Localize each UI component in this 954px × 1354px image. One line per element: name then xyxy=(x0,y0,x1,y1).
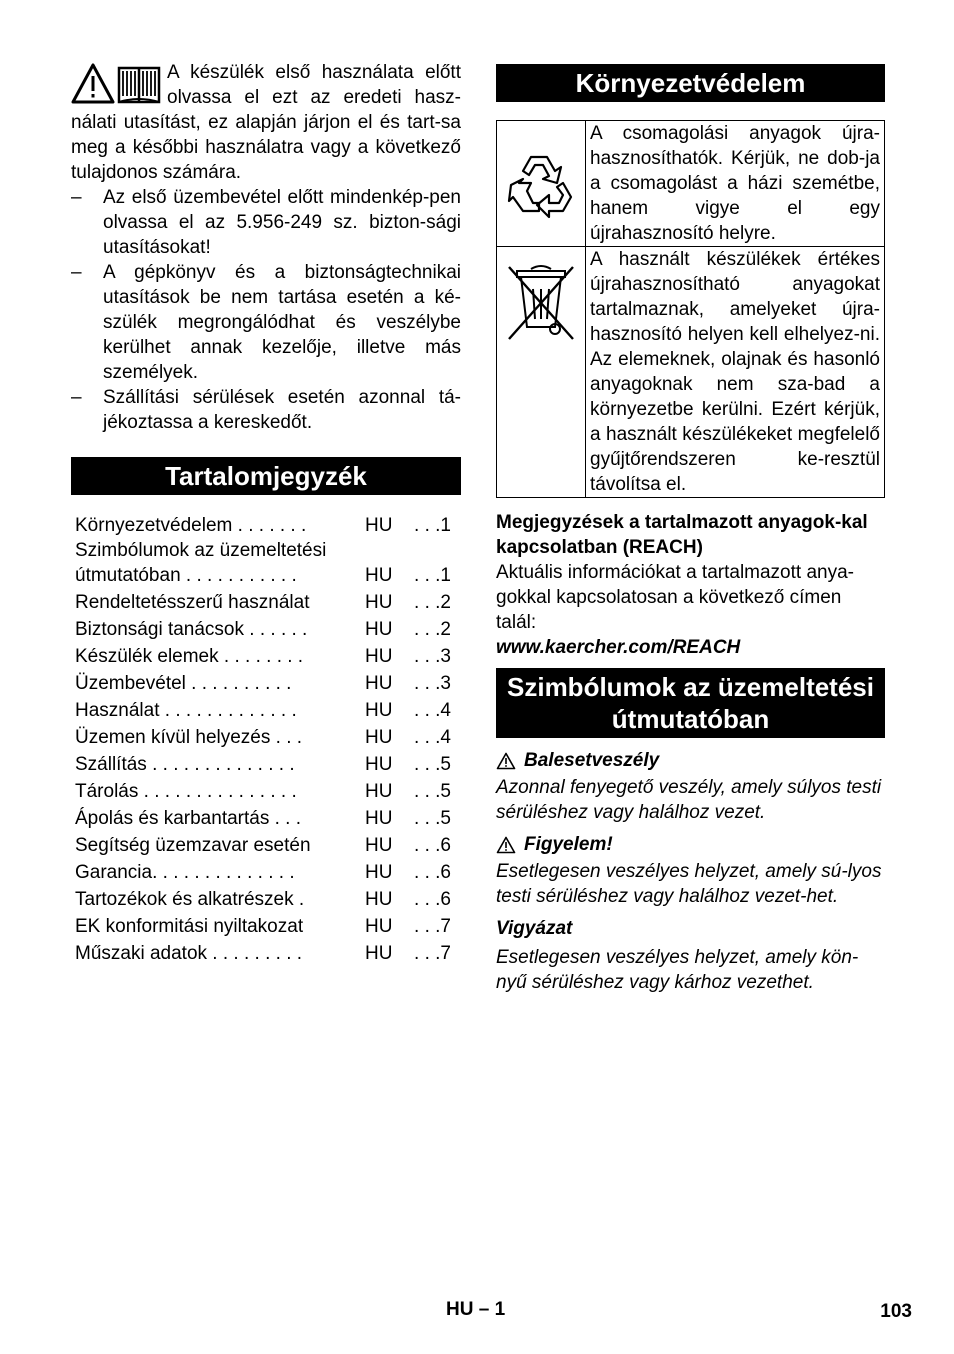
env-text-cell: A használt készülékek értékes újrahasznosítható anyagokat tartalmaznak, amelyeket újra-hasznosító helyen kell elhelyez-ni. Az elemeknek, olajnak és hasonló anyagoknak nem sza-bad a környezetbe kerülni. Ezért kérjük, a használt készülékeket megfelelő gyűjtőrendszeren ke-resztül távolítsa el. xyxy=(586,247,885,498)
toc-entry-page: . . .5 xyxy=(414,781,451,802)
list-item: – Szállítási sérülések esetén azonnal tá-jékoztassa a kereskedőt. xyxy=(71,385,461,435)
table-row xyxy=(71,858,461,885)
warning-triangle-icon xyxy=(496,752,516,770)
toc-entry-page xyxy=(407,538,461,563)
symbols-title-line1: Szimbólumok az üzemeltetési xyxy=(507,672,874,702)
toc-entry-lang: HU xyxy=(365,515,393,536)
toc-entry-lang: HU xyxy=(365,781,393,802)
reach-url: www.kaercher.com/REACH xyxy=(496,637,741,658)
toc-entry-lang: HU xyxy=(365,646,393,667)
table-row xyxy=(71,831,461,858)
toc-entry-title: Használat . . . . . . . . . . . . . xyxy=(75,700,297,721)
toc-entry-page: . . .6 xyxy=(414,889,451,910)
toc-entry-title: Rendeltetésszerű használat xyxy=(75,592,310,613)
toc-entry-title: Környezetvédelem . . . . . . . xyxy=(75,515,307,536)
toc-entry-page: . . .2 xyxy=(414,619,451,640)
crossed-bin-icon xyxy=(503,261,579,345)
symbol-label: Vigyázat xyxy=(496,918,573,939)
table-row xyxy=(71,885,461,912)
table-row xyxy=(71,642,461,669)
toc-entry-lang: HU xyxy=(365,916,393,937)
toc-entry-page: . . .6 xyxy=(414,862,451,883)
toc-entry-title: Biztonsági tanácsok . . . . . . xyxy=(75,619,308,640)
symbol-item-caution xyxy=(496,916,885,995)
toc-entry-title: útmutatóban . . . . . . . . . . . xyxy=(75,565,297,586)
toc-entry-page: . . .3 xyxy=(414,646,451,667)
toc-entry-page: . . .3 xyxy=(414,673,451,694)
table-row xyxy=(71,804,461,831)
toc-entry-lang: HU xyxy=(365,889,393,910)
symbol-heading xyxy=(496,832,885,857)
list-item: – Az első üzembevétel előtt mindenkép-pen olvassa el az 5.956-249 sz. bizton-sági utasításokat! xyxy=(71,185,461,260)
toc-entry-title: Műszaki adatok . . . . . . . . . xyxy=(75,943,303,964)
symbol-label: Figyelem! xyxy=(524,834,613,855)
table-row xyxy=(71,912,461,939)
toc-entry-lang: HU xyxy=(365,673,393,694)
symbol-heading xyxy=(496,748,885,773)
toc-table xyxy=(71,511,461,966)
toc-entry-lang: HU xyxy=(365,862,393,883)
table-row xyxy=(71,939,461,966)
toc-entry-page: . . .4 xyxy=(414,700,451,721)
intro-text: A készülék első használata előtt olvassa el ezt az eredeti hasz-nálati utasítást, ez alapján járjon el és tart-sa meg a későbbi használatra vagy a következő tulajdonos számára. xyxy=(71,62,461,183)
toc-entry-title: Üzemen kívül helyezés . . . xyxy=(75,727,303,748)
toc-entry-title: Szállítás . . . . . . . . . . . . . . xyxy=(75,754,295,775)
toc-entry-lang: HU xyxy=(365,808,393,829)
footer-section-label: HU – 1 xyxy=(446,1299,506,1320)
warning-triangle-icon xyxy=(496,836,516,854)
manual-book-icon xyxy=(119,68,159,102)
toc-entry-title: Szimbólumok az üzemeltetési xyxy=(75,540,327,561)
table-row xyxy=(71,723,461,750)
toc-entry-title: EK konformitási nyiltakozat xyxy=(75,916,304,937)
toc-entry-page: . . .5 xyxy=(414,808,451,829)
toc-entry-lang: HU xyxy=(365,592,393,613)
toc-entry-page: . . .1 xyxy=(414,515,451,536)
env-title: Környezetvédelem xyxy=(496,64,885,102)
toc-entry-lang xyxy=(365,538,407,563)
table-row xyxy=(71,538,461,563)
table-row xyxy=(497,247,885,498)
safety-notes-list xyxy=(71,185,461,435)
toc-entry-title: Készülék elemek . . . . . . . . xyxy=(75,646,304,667)
toc-entry-lang: HU xyxy=(365,619,393,640)
symbol-label: Balesetveszély xyxy=(524,750,660,771)
toc-entry-page: . . .2 xyxy=(414,592,451,613)
intro-icon-group xyxy=(71,62,163,106)
list-item: – A gépkönyv és a biztonságtechnikai utasítások be nem tartása esetén a ké-szülék megrongálódhat és veszélybe kerülhet annak kezelője, illetve más személyek. xyxy=(71,260,461,385)
toc-body xyxy=(71,511,461,966)
symbol-text: Azonnal fenyegető veszély, amely súlyos testi sérüléshez vagy halálhoz vezet. xyxy=(496,777,882,823)
table-row xyxy=(71,588,461,615)
table-row xyxy=(71,696,461,723)
symbol-item-warning xyxy=(496,832,885,909)
toc-entry-lang: HU xyxy=(365,565,393,586)
page-number: 103 xyxy=(880,1301,912,1322)
toc-entry-lang: HU xyxy=(365,727,393,748)
env-icon-cell xyxy=(497,121,586,247)
left-column xyxy=(71,60,461,966)
table-row xyxy=(71,669,461,696)
toc-entry-page: . . .7 xyxy=(414,943,451,964)
toc-entry-title: Ápolás és karbantartás . . . xyxy=(75,808,302,829)
toc-entry-lang: HU xyxy=(365,754,393,775)
toc-entry-page: . . .1 xyxy=(414,565,451,586)
right-column xyxy=(496,64,885,995)
reach-text: Aktuális információkat a tartalmazott anya-gokkal kapcsolatosan a következő címen talál: xyxy=(496,562,854,633)
symbol-text: Esetlegesen veszélyes helyzet, amely sú-lyos testi sérüléshez vagy halálhoz vezet-het. xyxy=(496,861,882,907)
toc-entry-title: Tárolás . . . . . . . . . . . . . . . xyxy=(75,781,297,802)
reach-heading: Megjegyzések a tartalmazott anyagok-kal kapcsolatban (REACH) xyxy=(496,512,868,558)
toc-entry-lang: HU xyxy=(365,700,393,721)
warning-triangle-icon xyxy=(73,65,113,102)
toc-entry-title: Garancia. . . . . . . . . . . . . . xyxy=(75,862,295,883)
table-row xyxy=(71,615,461,642)
symbol-item-danger xyxy=(496,748,885,825)
toc-entry-page: . . .4 xyxy=(414,727,451,748)
table-row xyxy=(71,563,461,588)
symbol-text: Esetlegesen veszélyes helyzet, amely kön-nyű sérüléshez vagy kárhoz vezethet. xyxy=(496,947,859,993)
env-text-cell: A csomagolási anyagok újra-hasznosíthatók. Kérjük, ne dob-ja a csomagolást a házi szemétbe, hanem vigye el egy újrahasznosító helyre. xyxy=(586,121,885,247)
table-row xyxy=(71,777,461,804)
table-row xyxy=(497,121,885,247)
toc-entry-page: . . .5 xyxy=(414,754,451,775)
toc-entry-page: . . .7 xyxy=(414,916,451,937)
toc-entry-lang: HU xyxy=(365,835,393,856)
table-row xyxy=(71,750,461,777)
toc-entry-lang: HU xyxy=(365,943,393,964)
toc-entry-page: . . .6 xyxy=(414,835,451,856)
toc-title: Tartalomjegyzék xyxy=(71,457,461,495)
intro-block xyxy=(71,60,461,185)
table-row xyxy=(71,511,461,538)
toc-entry-title: Tartozékok és alkatrészek . xyxy=(75,889,305,910)
env-table xyxy=(496,120,885,498)
toc-entry-title: Üzembevétel . . . . . . . . . . xyxy=(75,673,292,694)
recycle-icon xyxy=(501,143,581,223)
symbols-title-line2: útmutatóban xyxy=(611,704,770,734)
intro-icons xyxy=(71,62,163,106)
symbols-title xyxy=(496,668,885,738)
toc-entry-title: Segítség üzemzavar esetén xyxy=(75,835,311,856)
env-icon-cell xyxy=(497,247,586,498)
